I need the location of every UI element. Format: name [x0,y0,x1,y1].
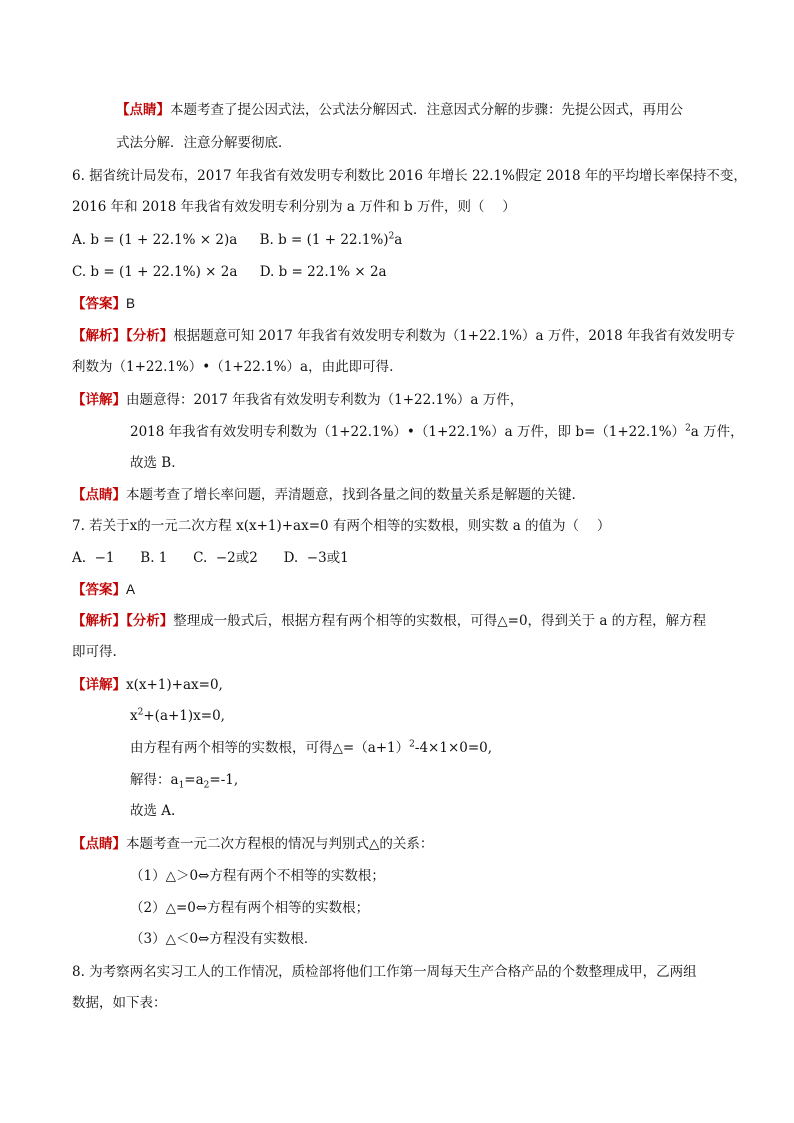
q7-rule-2: （2）△=0⇔方程有两个相等的实数根； [130,900,370,916]
q6-dianjing [72,485,576,505]
answer-tag: 【答案】 [72,582,126,598]
dianjing-text: 本题考查一元二次方程根的情况与判别式△的关系： [126,836,434,852]
xiangjie-tag: 【详解】 [72,392,126,408]
q7-xiangjie-step-5: 故选 A. [130,803,176,819]
q6-xiangjie-line-2: 2018 年我省有效发明专利数为（1+22.1%）•（1+22.1%）a 万件，即 $b=(1+22.1\%)^2a$ 万件， [130,423,744,440]
q6-jiexi-line-2: 利数为（1+22.1%）•（1+22.1%）a，由此即可得. [72,359,394,375]
step-text: x(x+1)+ax=0, [126,677,223,693]
dianjing-tag: 【点睛】 [116,102,170,118]
dianjing-tag: 【点睛】 [72,836,126,852]
q6-answer [72,294,135,314]
jiexi-tag: 【解析】【分析】 [72,613,174,629]
dianjing-tag: 【点睛】 [72,487,126,503]
q7-rule-3: （3）△＜0⇔方程没有实数根． [130,931,318,947]
q7-options: A. −1 B. 1 C. −2或2 D. −3或1 [72,550,349,566]
q6-option-b: B. $b = (1 + 22.1\%)^2a$ [259,231,403,248]
dianjing-text: 本题考查了增长率问题，弄清题意，找到各量之间的数量关系是解题的关键. [126,487,576,503]
q7-answer [72,580,135,600]
xiangjie-text: 由题意得：2017 年我省有效发明专利数为（1+22.1%）a 万件， [126,392,524,408]
q6-xiangjie-line-3: 故选 B. [130,455,176,471]
dianjing-text: 本题考查了提公因式法，公式法分解因式．注意因式分解的步骤：先提公因式，再用公 [170,102,683,118]
q7-stem: 7. 若关于x的一元二次方程 x(x+1)+ax=0 有两个相等的实数根，则实数 a 的值为（ ） [72,518,611,534]
q6-options-row-1 [72,230,402,250]
q7-xiangjie-step-3: 由方程有两个相等的实数根，可得$\triangle=(a+1)^2-4\times 1\times 0=0$, [130,739,493,756]
q6-option-c: C. b = (1 + 22.1%) × 2a [72,264,238,280]
q6-option-a: A. b = (1 + 22.1% × 2)a [72,232,238,248]
q5-dianjing-line-2: 式法分解．注意分解要彻底． [116,135,292,151]
q8-stem-line-2: 数据，如下表： [72,995,167,1011]
q7-jiexi-line-1 [72,611,706,631]
answer-value: A [126,582,136,597]
q6-stem-line-1: 6. 据省统计局发布，2017 年我省有效发明专利数比 2016 年增长 22.1%假定 2018 年的平均增长率保持不变， [72,168,747,184]
q7-rule-1: （1）△＞0⇔方程有两个不相等的实数根； [130,868,385,884]
answer-value: B [126,296,136,311]
answer-tag: 【答案】 [72,296,126,312]
jiexi-text: 根据题意可知 2017 年我省有效发明专利数为（1+22.1%）a 万件，2018 年我省有效发明专 [173,328,735,344]
q7-xiangjie-step-1 [72,675,223,695]
q6-jiexi-line-1 [72,326,735,346]
jiexi-text: 整理成一般式后，根据方程有两个相等的实数根，可得△=0，得到关于 a 的方程，解方程 [173,613,707,629]
q6-xiangjie-line-1 [72,390,523,410]
q6-option-d: D. b = 22.1% × 2a [259,264,387,280]
jiexi-tag: 【解析】【分析】 [72,328,174,344]
q7-jiexi-line-2: 即可得. [72,644,117,660]
q7-dianjing [72,834,433,854]
q7-xiangjie-step-2: $x^2+(a+1)x=0$, [130,707,225,724]
q7-xiangjie-step-4: 解得：$a_1=a_2=-1$, [130,772,239,791]
q6-options-row-2 [72,262,387,282]
xiangjie-tag: 【详解】 [72,677,126,693]
q8-stem-line-1: 8. 为考察两名实习工人的工作情况，质检部将他们工作第一周每天生产合格产品的个数整理成甲，乙两组 [72,964,697,980]
q6-stem-line-2: 2016 年和 2018 年我省有效发明专利分别为 a 万件和 b 万件，则（ ） [72,199,516,215]
q5-dianjing-line-1 [116,100,683,120]
